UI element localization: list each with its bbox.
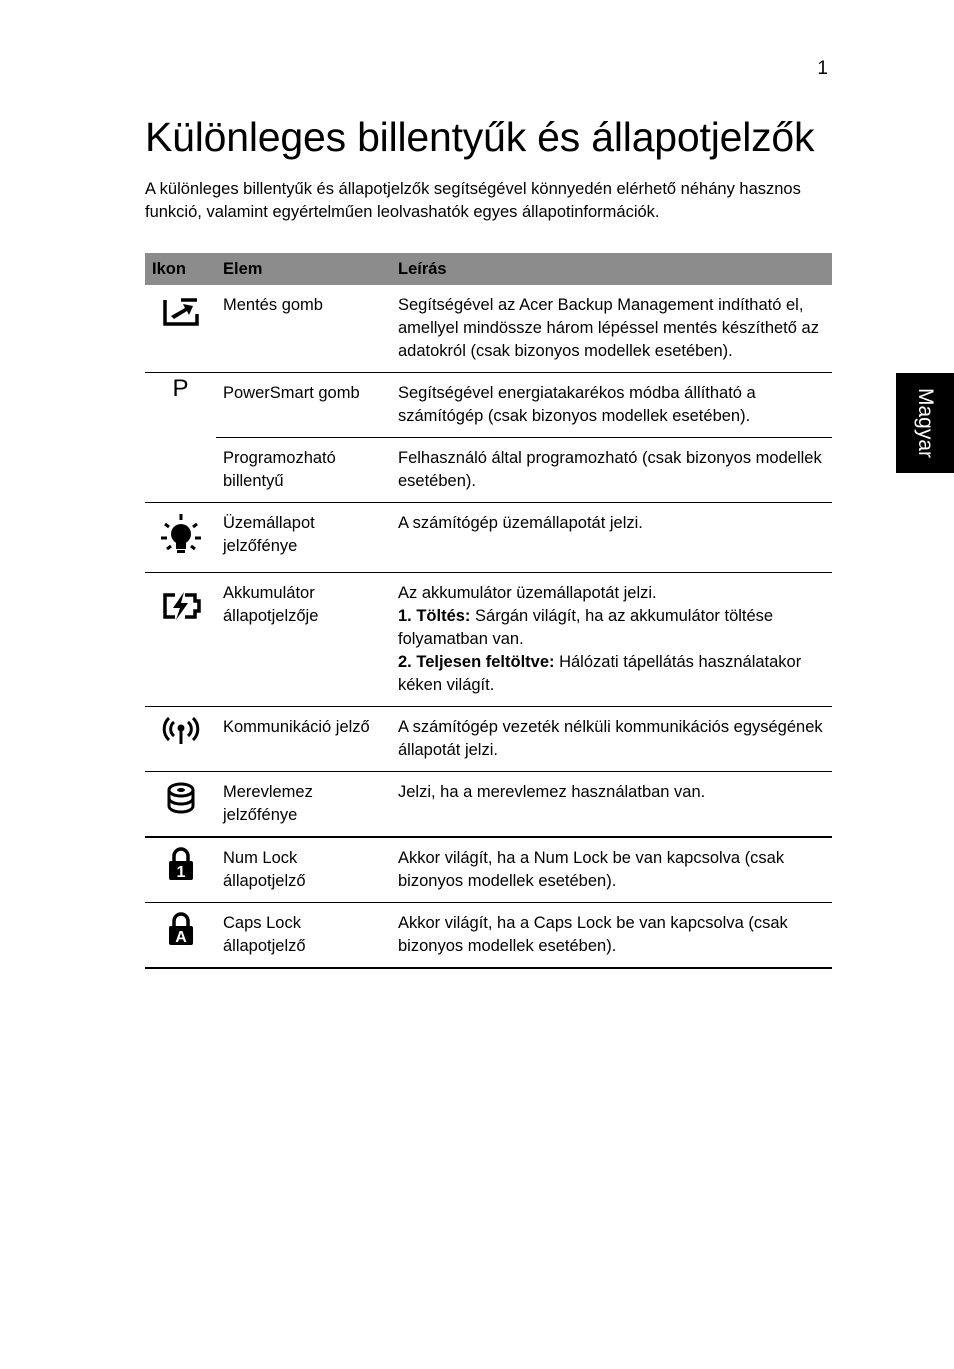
page-title: Különleges billentyűk és állapotjelzők bbox=[145, 114, 815, 160]
item-label: 2. Teljesen feltöltve: bbox=[398, 653, 555, 671]
language-side-tab bbox=[896, 373, 954, 473]
elem-cell: Mentés gomb bbox=[216, 285, 391, 373]
num-lock-padlock bbox=[166, 847, 196, 881]
battery-charging-icon bbox=[161, 591, 201, 621]
icon-cell bbox=[145, 903, 216, 969]
elem-cell: Üzemállapot jelzőfénye bbox=[216, 503, 391, 573]
table-row bbox=[145, 373, 832, 438]
icon-cell bbox=[145, 373, 216, 503]
battery-item-charging bbox=[398, 605, 825, 651]
elem-cell: Caps Lock állapotjelző bbox=[216, 903, 391, 969]
table-row bbox=[145, 503, 832, 573]
desc-cell: A számítógép vezeték nélküli kommunikációs egységének állapotát jelzi. bbox=[391, 707, 832, 772]
table-row bbox=[145, 772, 832, 838]
desc-cell: Jelzi, ha a merevlemez használatban van. bbox=[391, 772, 832, 838]
desc-cell: Akkor világít, ha a Caps Lock be van kapcsolva (csak bizonyos modellek esetében). bbox=[391, 903, 832, 969]
hard-disk-icon bbox=[165, 781, 197, 815]
table-header-row bbox=[145, 253, 832, 285]
battery-desc-line: Az akkumulátor üzemállapotát jelzi. bbox=[398, 584, 657, 602]
elem-cell: Kommunikáció jelző bbox=[216, 707, 391, 772]
table-row bbox=[145, 837, 832, 903]
icon-cell bbox=[145, 503, 216, 573]
powersmart-p-icon: P bbox=[172, 375, 189, 402]
icon-cell bbox=[145, 772, 216, 838]
header-elem: Elem bbox=[216, 253, 391, 285]
desc-cell: A számítógép üzemállapotát jelzi. bbox=[391, 503, 832, 573]
special-keys-table bbox=[145, 253, 832, 969]
table-row bbox=[145, 573, 832, 707]
table-row bbox=[145, 438, 832, 503]
item-text: Hálózati tápellátás használatakor kéken világít. bbox=[398, 653, 802, 694]
table-row bbox=[145, 903, 832, 969]
item-label: 1. Töltés: bbox=[398, 607, 471, 625]
desc-cell: Felhasználó által programozható (csak bizonyos modellek esetében). bbox=[391, 438, 832, 503]
battery-item-full bbox=[398, 651, 825, 697]
wireless-icon bbox=[161, 716, 201, 746]
num-lock-icon: 1 bbox=[176, 864, 185, 881]
desc-cell: Akkor világít, ha a Num Lock be van kapcsolva (csak bizonyos modellek esetében). bbox=[391, 837, 832, 903]
intro-paragraph: A különleges billentyűk és állapotjelzők segítségével könnyedén elérhető néhány hasznos funkció, valamint egyértelműen leolvashatók egyes állapotinformációk. bbox=[145, 180, 801, 221]
table-row bbox=[145, 285, 832, 373]
caps-lock-padlock bbox=[166, 912, 196, 946]
side-tab-label: Magyar bbox=[914, 387, 937, 459]
icon-cell bbox=[145, 573, 216, 707]
icon-cell bbox=[145, 707, 216, 772]
elem-cell: PowerSmart gomb bbox=[216, 373, 391, 438]
elem-cell: Num Lock állapotjelző bbox=[216, 837, 391, 903]
backup-icon bbox=[159, 294, 203, 328]
desc-cell: Segítségével az Acer Backup Management indítható el, amellyel mindössze három lépéssel mentés készíthető az adatokról (csak bizonyos modellek esetében). bbox=[391, 285, 832, 373]
icon-cell bbox=[145, 285, 216, 373]
elem-cell: Merevlemez jelzőfénye bbox=[216, 772, 391, 838]
item-text: Sárgán világít, ha az akkumulátor töltése folyamatban van. bbox=[398, 607, 774, 648]
desc-cell bbox=[391, 573, 832, 707]
page-number: 1 bbox=[817, 58, 828, 79]
power-lightbulb-icon bbox=[159, 512, 203, 556]
elem-cell: Akkumulátor állapotjelzője bbox=[216, 573, 391, 707]
header-icon: Ikon bbox=[145, 253, 216, 285]
elem-cell: Programozható billentyű bbox=[216, 438, 391, 503]
desc-cell: Segítségével energiatakarékos módba állítható a számítógép (csak bizonyos modellek esetében). bbox=[391, 373, 832, 438]
table-row bbox=[145, 707, 832, 772]
header-desc: Leírás bbox=[391, 253, 832, 285]
icon-cell bbox=[145, 837, 216, 903]
caps-lock-icon: A bbox=[174, 929, 187, 946]
